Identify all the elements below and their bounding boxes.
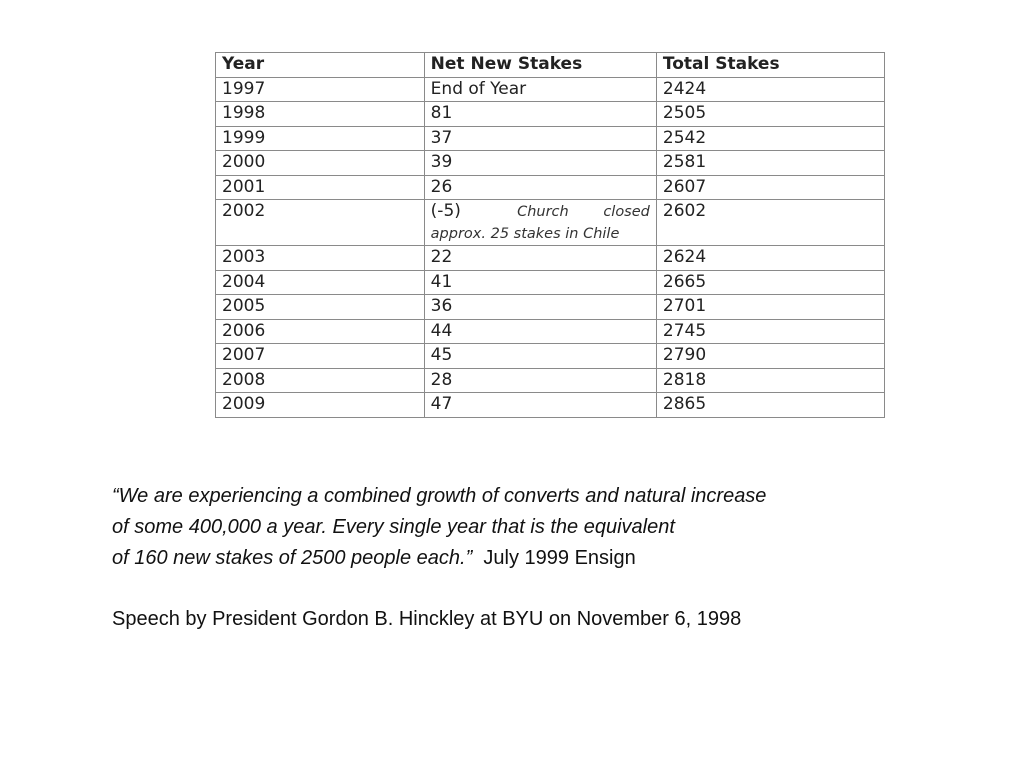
cell-year: 2000 xyxy=(216,151,425,176)
header-net-new-stakes: Net New Stakes xyxy=(424,53,656,78)
table-header-row xyxy=(216,53,885,78)
cell-year: 2002 xyxy=(216,200,425,246)
cell-year: 2004 xyxy=(216,270,425,295)
cell-year: 2008 xyxy=(216,368,425,393)
cell-year: 2007 xyxy=(216,344,425,369)
table-row xyxy=(216,175,885,200)
stakes-table xyxy=(215,52,885,418)
cell-net: 81 xyxy=(424,102,656,127)
table-row xyxy=(216,368,885,393)
header-year: Year xyxy=(216,53,425,78)
table-row xyxy=(216,295,885,320)
cell-year: 2003 xyxy=(216,246,425,271)
cell-year: 2001 xyxy=(216,175,425,200)
quote-line-3-text: of 160 new stakes of 2500 people each.” xyxy=(112,547,473,569)
cell-net: 45 xyxy=(424,344,656,369)
cell-net-with-note xyxy=(424,200,656,246)
cell-net: 39 xyxy=(424,151,656,176)
cell-net: 26 xyxy=(424,175,656,200)
cell-year: 1997 xyxy=(216,77,425,102)
cell-total: 2865 xyxy=(656,393,884,418)
table-row xyxy=(216,319,885,344)
table-row xyxy=(216,126,885,151)
cell-total: 2665 xyxy=(656,270,884,295)
table-row xyxy=(216,246,885,271)
cell-net: 44 xyxy=(424,319,656,344)
cell-total: 2607 xyxy=(656,175,884,200)
quote-line-3 xyxy=(112,543,932,574)
table-row xyxy=(216,200,885,246)
cell-net: 37 xyxy=(424,126,656,151)
cell-total: 2505 xyxy=(656,102,884,127)
cell-net: End of Year xyxy=(424,77,656,102)
cell-total: 2745 xyxy=(656,319,884,344)
table-row xyxy=(216,270,885,295)
cell-net: 22 xyxy=(424,246,656,271)
quote-line-1: “We are experiencing a combined growth of converts and natural increase xyxy=(112,485,767,507)
cell-net: 47 xyxy=(424,393,656,418)
cell-year: 2006 xyxy=(216,319,425,344)
speech-citation: Speech by President Gordon B. Hinckley at BYU on November 6, 1998 xyxy=(112,608,742,630)
table-row xyxy=(216,393,885,418)
cell-total: 2701 xyxy=(656,295,884,320)
quote-source: July 1999 Ensign xyxy=(483,547,636,569)
header-total-stakes: Total Stakes xyxy=(656,53,884,78)
cell-total: 2424 xyxy=(656,77,884,102)
quote-line-2: of some 400,000 a year. Every single year that is the equivalent xyxy=(112,516,675,538)
table-row xyxy=(216,102,885,127)
cell-year: 2009 xyxy=(216,393,425,418)
cell-total: 2624 xyxy=(656,246,884,271)
cell-total: 2818 xyxy=(656,368,884,393)
cell-net: 28 xyxy=(424,368,656,393)
table-row xyxy=(216,151,885,176)
closure-note-line1: Church closed xyxy=(517,204,650,220)
cell-year: 2005 xyxy=(216,295,425,320)
hinckley-quote xyxy=(112,481,932,574)
table-row xyxy=(216,77,885,102)
table-row xyxy=(216,344,885,369)
cell-net-value: (-5) xyxy=(430,201,461,221)
cell-total: 2542 xyxy=(656,126,884,151)
cell-net: 36 xyxy=(424,295,656,320)
cell-total: 2581 xyxy=(656,151,884,176)
cell-year: 1998 xyxy=(216,102,425,127)
cell-total: 2790 xyxy=(656,344,884,369)
cell-net: 41 xyxy=(424,270,656,295)
closure-note-line2: approx. 25 stakes in Chile xyxy=(430,226,620,242)
cell-year: 1999 xyxy=(216,126,425,151)
cell-total: 2602 xyxy=(656,200,884,246)
